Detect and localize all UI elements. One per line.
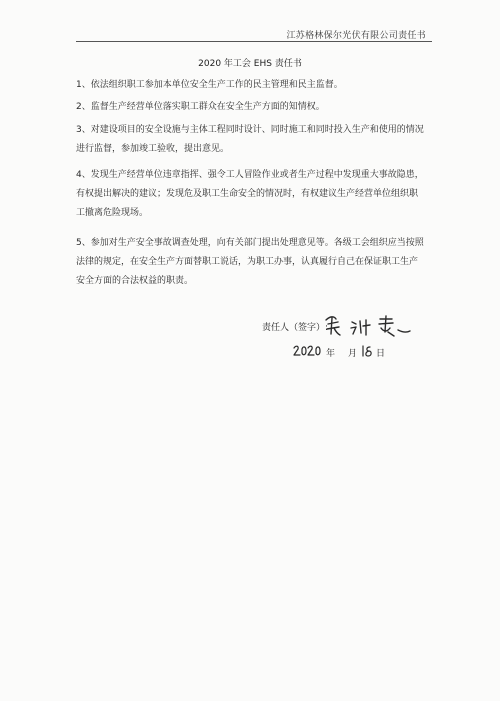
clause-2: 2、监督生产经营单位落实职工群众在安全生产方面的知情权。 [76, 102, 325, 112]
signature-date [290, 341, 390, 363]
date-month-char: 月 [348, 349, 358, 359]
handwritten-year [292, 343, 322, 359]
header-divider [76, 41, 432, 42]
date-year-char: 年 [326, 349, 336, 359]
clause-4: 4、发现生产经营单位违章指挥、强令工人冒险作业或者生产过程中发现重大事故隐患，有权提出解决的建议；发现危及职工生命安全的情况时，有权建议生产经营单位组织职工撤离危险现场。 [76, 170, 424, 218]
handwritten-signature [322, 312, 412, 340]
clause-3: 3、对建设项目的安全设施与主体工程同时设计、同时施工和同时投入生产和使用的情况进行监督，参加竣工验收，提出意见。 [76, 125, 424, 154]
clause-1: 1、依法组织职工参加本单位安全生产工作的民主管理和民主监督。 [76, 80, 343, 90]
clause-5: 5、参加对生产安全事故调查处理，向有关部门提出处理意见等。各级工会组织应当按照法律的规定，在安全生产方面替职工说话，为职工办事，认真履行自己在保证职工生产安全方面的合法权益的职责。 [76, 238, 424, 286]
date-day-char: 日 [376, 349, 386, 359]
document-title: 2020 年工会 EHS 责任书 [198, 59, 302, 69]
header-company-title: 江苏格林保尔光伏有限公司责任书 [286, 31, 426, 41]
handwritten-day [360, 344, 374, 358]
responsible-person-label: 责任人（签字）: [262, 323, 329, 333]
